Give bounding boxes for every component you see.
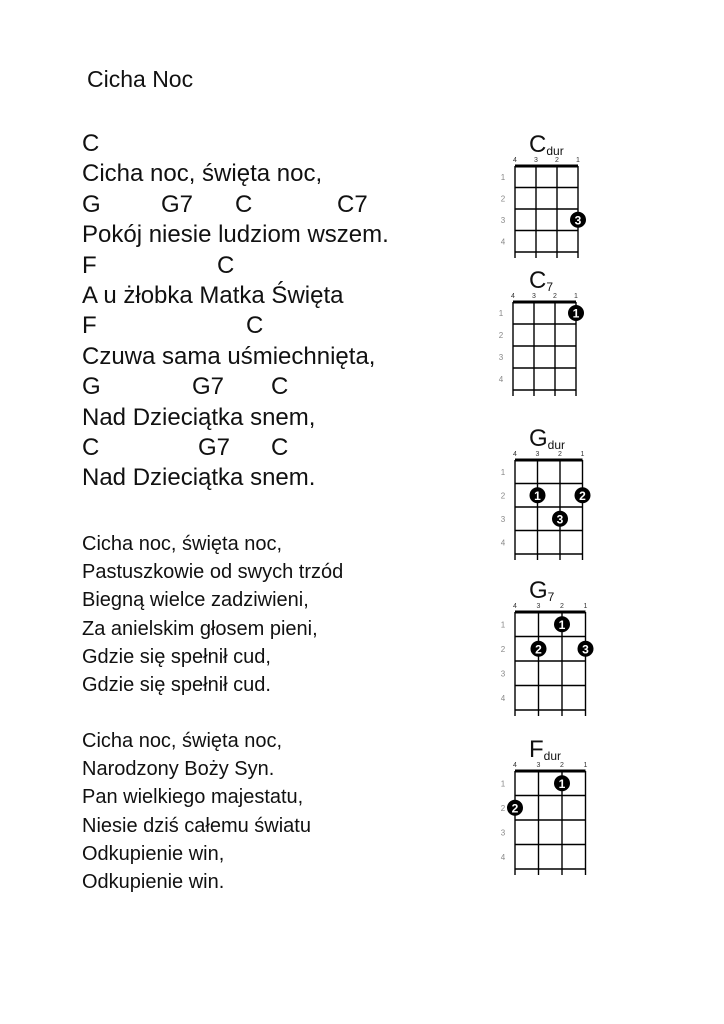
finger-number: 3 xyxy=(574,213,582,228)
fret-number-label: 3 xyxy=(500,514,506,524)
finger-number: 3 xyxy=(556,512,564,527)
chord-label: G7 xyxy=(192,373,225,401)
chord-label: F xyxy=(82,312,97,340)
chord-label: C xyxy=(246,312,264,340)
fret-number-label: 3 xyxy=(498,353,504,362)
string-number-label: 4 xyxy=(513,157,517,164)
fret-number-label: 2 xyxy=(500,194,506,204)
chord-label: C xyxy=(235,190,253,218)
fret-number-label: 3 xyxy=(500,828,506,838)
chord-line xyxy=(82,311,389,341)
finger-number: 1 xyxy=(558,776,566,791)
fret-number-label: 2 xyxy=(498,331,504,340)
finger-number: 2 xyxy=(579,488,586,503)
chord-label: G xyxy=(82,190,101,218)
chord-diagram-svg xyxy=(495,573,595,716)
song-title: Cicha Noc xyxy=(87,66,194,92)
fret-number-label: 2 xyxy=(500,644,506,654)
finger-number: 1 xyxy=(534,488,541,503)
chord-label: G7 xyxy=(161,190,194,218)
lyric-line: Czuwa sama uśmiechnięta, xyxy=(82,342,376,370)
fret-number-label: 3 xyxy=(500,669,506,679)
lyric-line: Cicha noc, święta noc, xyxy=(82,730,283,752)
lyric-line: Gdzie się spełnił cud. xyxy=(82,673,271,696)
string-number-label: 2 xyxy=(558,451,562,458)
chord-label: C xyxy=(82,130,100,157)
string-number-label: 2 xyxy=(560,762,564,769)
string-number-label: 3 xyxy=(535,451,540,458)
finger-number: 1 xyxy=(558,617,566,632)
string-number-label: 2 xyxy=(553,293,557,300)
finger-number: 2 xyxy=(535,642,542,657)
chord-diagram-g7 xyxy=(495,573,595,716)
string-number-label: 4 xyxy=(511,293,515,300)
string-number-label: 3 xyxy=(536,603,541,610)
fret-number-label: 1 xyxy=(500,467,506,477)
lyric-line: Cicha noc, święta noc, xyxy=(82,533,283,555)
string-number-label: 3 xyxy=(532,293,536,300)
finger-number: 1 xyxy=(572,306,580,321)
lyric-line: Niesie dziś całemu światu xyxy=(82,814,311,837)
string-number-label: 1 xyxy=(574,293,578,300)
fret-number-label: 1 xyxy=(500,172,506,182)
fret-number-label: 1 xyxy=(500,620,506,630)
verse-2 xyxy=(82,530,343,699)
finger-number: 3 xyxy=(582,642,589,657)
string-number-label: 1 xyxy=(583,762,588,769)
lyric-line: Narodzony Boży Syn. xyxy=(82,758,275,781)
chord-diagram-svg xyxy=(495,128,595,258)
lyric-line: Odkupienie win. xyxy=(82,870,225,893)
chord-label: F xyxy=(82,251,97,279)
chord-label: G xyxy=(82,373,101,401)
string-number-label: 1 xyxy=(583,603,588,610)
string-number-label: 2 xyxy=(555,157,559,164)
chord-label: C xyxy=(217,251,235,279)
chord-label: C xyxy=(82,433,100,461)
lyric-line: Nad Dzieciątka snem, xyxy=(82,403,316,431)
chord-diagram-c7 xyxy=(495,267,595,396)
string-number-label: 3 xyxy=(534,157,538,164)
lyric-line: Cicha noc, święta noc, xyxy=(82,160,323,188)
chord-name: Gdur xyxy=(529,425,566,452)
string-number-label: 2 xyxy=(560,603,564,610)
verse-1-with-chords xyxy=(82,129,389,494)
string-number-label: 4 xyxy=(513,762,517,769)
chord-name: Cdur xyxy=(529,131,564,158)
chord-diagram-cdur xyxy=(495,128,595,258)
chord-line xyxy=(82,433,389,463)
fret-number-label: 4 xyxy=(498,375,504,384)
string-number-label: 3 xyxy=(536,762,541,769)
fret-number-label: 1 xyxy=(498,309,504,318)
string-number-label: 4 xyxy=(513,451,517,458)
string-number-label: 1 xyxy=(576,157,580,164)
chord-label: C xyxy=(271,373,289,401)
fret-number-label: 4 xyxy=(500,237,506,247)
lyric-line: Pokój niesie ludziom wszem. xyxy=(82,221,389,249)
fret-number-label: 2 xyxy=(500,491,506,501)
fret-number-label: 3 xyxy=(500,215,506,225)
chord-line xyxy=(82,129,389,159)
lyric-line: Za anielskim głosem pieni, xyxy=(82,617,318,640)
verse-3 xyxy=(82,727,311,896)
lyric-line: Biegną wielce zadziwieni, xyxy=(82,589,309,612)
chord-label: G7 xyxy=(198,433,231,461)
chord-line xyxy=(82,190,389,220)
lyric-line: Nad Dzieciątka snem. xyxy=(82,464,316,492)
lyric-line: A u żłobka Matka Święta xyxy=(82,281,344,309)
chord-label: C xyxy=(271,433,289,461)
chord-label: C7 xyxy=(337,190,368,218)
chord-diagram-gdur xyxy=(495,420,595,560)
chord-line xyxy=(82,251,389,281)
finger-number: 2 xyxy=(511,801,519,816)
chord-name: Fdur xyxy=(529,736,562,763)
string-number-label: 1 xyxy=(580,451,585,458)
chord-diagram-fdur xyxy=(495,731,595,875)
fret-number-label: 2 xyxy=(500,803,506,813)
fret-number-label: 1 xyxy=(500,779,506,789)
chord-diagram-svg xyxy=(495,420,595,560)
fret-number-label: 4 xyxy=(500,693,506,703)
fret-number-label: 4 xyxy=(500,538,506,548)
lyric-line: Pastuszkowie od swych trzód xyxy=(82,561,344,584)
chord-name: C7 xyxy=(529,267,554,294)
chord-line xyxy=(82,372,389,402)
chord-diagram-svg xyxy=(495,731,595,875)
lyric-line: Odkupienie win, xyxy=(82,842,225,865)
chord-name: G7 xyxy=(529,577,555,604)
chord-diagram-svg xyxy=(495,267,595,396)
string-number-label: 4 xyxy=(513,603,517,610)
lyric-line: Pan wielkiego majestatu, xyxy=(82,786,304,809)
fret-number-label: 4 xyxy=(500,852,506,862)
lyric-line: Gdzie się spełnił cud, xyxy=(82,645,271,668)
